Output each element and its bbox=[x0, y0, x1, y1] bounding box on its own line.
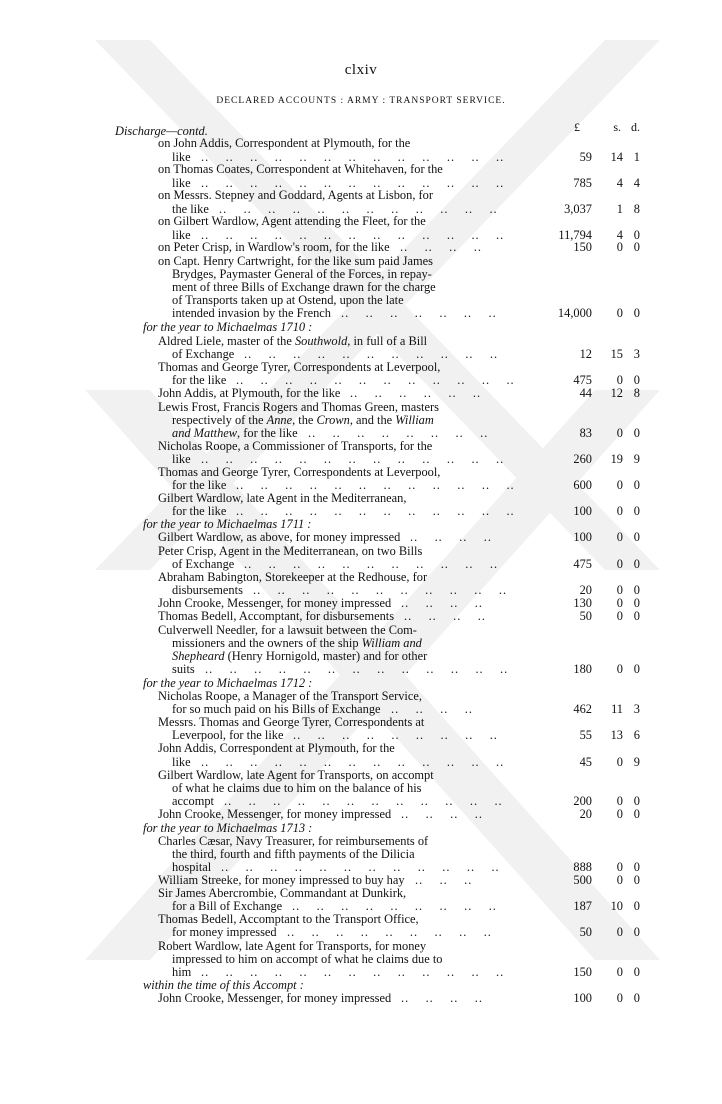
entry-text: John Addis, Correspondent at Plymouth, for the bbox=[158, 741, 395, 755]
shillings-value: 12 bbox=[610, 386, 623, 400]
pounds-value: 100 bbox=[573, 991, 592, 1005]
entry-text: Leverpool, for the like bbox=[172, 728, 284, 742]
entry-text: Thomas Bedell, Accomptant to the Transport Office, bbox=[158, 912, 419, 926]
entry-line bbox=[0, 966, 722, 979]
entry-text: Gilbert Wardlow, late Agent in the Mediterranean, bbox=[158, 491, 407, 505]
pence-value: 0 bbox=[633, 426, 640, 440]
entry-text: Nicholas Roope, a Manager of the Transport Service, bbox=[158, 689, 422, 703]
shillings-value: 0 bbox=[616, 478, 623, 492]
shillings-value: 0 bbox=[616, 925, 623, 939]
entry-text: the like bbox=[172, 202, 209, 216]
leader-dots: .. .. .. .. bbox=[400, 240, 482, 254]
entry-text: John Crooke, Messenger, for money impressed bbox=[158, 991, 392, 1005]
leader-dots: .. .. .. .. .. .. .. .. .. .. .. .. bbox=[236, 504, 515, 518]
entry-text: like bbox=[172, 755, 191, 769]
pounds-value: 500 bbox=[573, 873, 592, 887]
shillings-value: 0 bbox=[616, 426, 623, 440]
entry-text: for the like bbox=[172, 373, 227, 387]
pence-header: d. bbox=[631, 120, 640, 134]
leader-dots: .. .. .. .. .. .. .. .. .. bbox=[287, 925, 492, 939]
leader-dots: .. .. .. .. .. .. .. .. .. .. .. .. bbox=[221, 860, 500, 874]
pence-value: 0 bbox=[633, 228, 640, 242]
entry-line bbox=[0, 387, 722, 400]
entry-text: Thomas Bedell, Accomptant, for disbursements bbox=[158, 609, 395, 623]
entry-text: for so much paid on his Bills of Exchange bbox=[172, 702, 381, 716]
entry-text: of Exchange bbox=[172, 347, 235, 361]
entry-line bbox=[0, 992, 722, 1005]
entry-line bbox=[0, 505, 722, 518]
leader-dots: .. .. .. .. bbox=[404, 609, 486, 623]
pounds-header: £ bbox=[574, 120, 580, 134]
pounds-value: 100 bbox=[573, 530, 592, 544]
pence-value: 1 bbox=[633, 150, 640, 164]
pence-value: 6 bbox=[633, 728, 640, 742]
pence-value: 9 bbox=[633, 452, 640, 466]
pounds-value: 50 bbox=[579, 925, 592, 939]
pence-value: 0 bbox=[633, 794, 640, 808]
shillings-value: 0 bbox=[616, 755, 623, 769]
pounds-value: 150 bbox=[573, 965, 592, 979]
leader-dots: .. .. .. .. .. .. .. .. .. .. .. .. .. bbox=[201, 965, 505, 979]
shillings-value: 0 bbox=[616, 596, 623, 610]
entry-text: Peter Crisp, Agent in the Mediterranean, on two Bills bbox=[158, 544, 423, 558]
page-number: clxiv bbox=[344, 62, 378, 78]
leader-dots: .. .. .. .. bbox=[401, 807, 483, 821]
entry-text: suits bbox=[172, 662, 195, 676]
entry-line bbox=[0, 926, 722, 939]
shillings-value: 0 bbox=[616, 530, 623, 544]
leader-dots: .. .. .. .. .. .. .. .. .. .. .. bbox=[253, 583, 508, 597]
shillings-value: 15 bbox=[610, 347, 623, 361]
entry-text: Abraham Babington, Storekeeper at the Redhouse, for bbox=[158, 570, 428, 584]
entry-text: accompt bbox=[172, 794, 214, 808]
pounds-value: 260 bbox=[573, 452, 592, 466]
entry-text: John Crooke, Messenger, for money impressed bbox=[158, 596, 392, 610]
pounds-value: 83 bbox=[579, 426, 592, 440]
leader-dots: .. .. .. .. .. .. bbox=[350, 386, 482, 400]
shillings-value: 0 bbox=[616, 609, 623, 623]
pounds-value: 20 bbox=[579, 807, 592, 821]
entry-text: on Gilbert Wardlow, Agent attending the Fleet, for the bbox=[158, 214, 426, 228]
pounds-value: 14,000 bbox=[557, 306, 592, 320]
pence-value: 0 bbox=[633, 899, 640, 913]
pence-value: 0 bbox=[633, 240, 640, 254]
entry-text: Aldred Liele, master of the Southwold, in full of a Bill bbox=[158, 334, 428, 348]
leader-dots: .. .. .. .. bbox=[410, 530, 492, 544]
entry-text: within the time of this Accompt : bbox=[143, 978, 304, 992]
entry-text: Discharge—contd. bbox=[115, 124, 208, 138]
shillings-value: 0 bbox=[616, 873, 623, 887]
leader-dots: .. .. .. .. .. .. .. .. .. .. .. bbox=[244, 347, 499, 361]
pence-value: 0 bbox=[633, 860, 640, 874]
section-heading bbox=[0, 321, 722, 334]
entry-text: for the year to Michaelmas 1712 : bbox=[143, 676, 313, 690]
pence-value: 0 bbox=[633, 873, 640, 887]
entry-line bbox=[0, 307, 722, 320]
leader-dots: .. .. .. .. .. .. .. .. .. .. .. .. .. bbox=[201, 228, 505, 242]
entry-text: respectively of the Anne, the Crown, and the William bbox=[172, 413, 434, 427]
pence-value: 0 bbox=[633, 609, 640, 623]
leader-dots: .. .. .. .. .. .. .. .. .. .. .. .. .. bbox=[201, 176, 505, 190]
entry-line bbox=[0, 610, 722, 623]
shillings-value: 19 bbox=[610, 452, 623, 466]
leader-dots: .. .. .. .. bbox=[391, 702, 473, 716]
entry-text: Thomas and George Tyrer, Correspondents at Leverpool, bbox=[158, 465, 441, 479]
leader-dots: .. .. .. .. .. .. .. .. .. .. .. .. .. bbox=[201, 755, 505, 769]
shillings-value: 0 bbox=[616, 965, 623, 979]
pounds-value: 180 bbox=[573, 662, 592, 676]
entry-text: on Messrs. Stepney and Goddard, Agents at Lisbon, for bbox=[158, 188, 433, 202]
pence-value: 3 bbox=[633, 347, 640, 361]
pence-value: 0 bbox=[633, 478, 640, 492]
entry-text: impressed to him on accompt of what he claims due to bbox=[172, 952, 443, 966]
pence-value: 0 bbox=[633, 306, 640, 320]
entry-text: John Crooke, Messenger, for money impressed bbox=[158, 807, 392, 821]
pence-value: 0 bbox=[633, 807, 640, 821]
shillings-value: 10 bbox=[610, 899, 623, 913]
entry-text: on Capt. Henry Cartwright, for the like sum paid James bbox=[158, 254, 433, 268]
pence-value: 0 bbox=[633, 373, 640, 387]
entry-text: and Matthew, for the like bbox=[172, 426, 298, 440]
entry-line bbox=[0, 215, 722, 228]
entry-text: him bbox=[172, 965, 192, 979]
pounds-value: 200 bbox=[573, 794, 592, 808]
entry-text: of Transports taken up at Ostend, upon the late bbox=[172, 293, 404, 307]
shillings-value: 1 bbox=[616, 202, 623, 216]
pence-value: 0 bbox=[633, 530, 640, 544]
entry-text: of Exchange bbox=[172, 557, 235, 571]
entry-line bbox=[0, 808, 722, 821]
pence-value: 0 bbox=[633, 596, 640, 610]
pounds-value: 44 bbox=[579, 386, 592, 400]
pence-value: 0 bbox=[633, 583, 640, 597]
pounds-value: 475 bbox=[573, 373, 592, 387]
entry-line bbox=[0, 137, 722, 150]
running-head: DECLARED ACCOUNTS : ARMY : TRANSPORT SERVICE. bbox=[216, 96, 506, 106]
entry-text: like bbox=[172, 228, 191, 242]
shillings-value: 11 bbox=[611, 702, 623, 716]
shillings-header: s. bbox=[613, 120, 621, 134]
pence-value: 8 bbox=[633, 202, 640, 216]
pounds-value: 462 bbox=[573, 702, 592, 716]
pounds-value: 785 bbox=[573, 176, 592, 190]
pounds-value: 45 bbox=[579, 755, 592, 769]
entry-text: Lewis Frost, Francis Rogers and Thomas Green, masters bbox=[158, 400, 439, 414]
shillings-value: 0 bbox=[616, 240, 623, 254]
entry-text: for money impressed bbox=[172, 925, 277, 939]
entry-text: Sir James Abercrombie, Commandant at Dunkirk, bbox=[158, 886, 407, 900]
entry-text: like bbox=[172, 452, 191, 466]
entry-text: disbursements bbox=[172, 583, 243, 597]
shillings-value: 0 bbox=[616, 583, 623, 597]
entry-line bbox=[0, 663, 722, 676]
entry-text: Brydges, Paymaster General of the Forces, in repay- bbox=[172, 267, 432, 281]
entry-text: Gilbert Wardlow, as above, for money impressed bbox=[158, 530, 401, 544]
entry-text: on Peter Crisp, in Wardlow's room, for the like bbox=[158, 240, 390, 254]
entry-line bbox=[0, 742, 722, 755]
shillings-value: 14 bbox=[610, 150, 623, 164]
entry-text: like bbox=[172, 176, 191, 190]
pounds-value: 475 bbox=[573, 557, 592, 571]
pence-value: 0 bbox=[633, 662, 640, 676]
entry-text: on Thomas Coates, Correspondent at Whitehaven, for the bbox=[158, 162, 443, 176]
shillings-value: 0 bbox=[616, 807, 623, 821]
pence-value: 0 bbox=[633, 557, 640, 571]
shillings-value: 4 bbox=[616, 176, 623, 190]
entry-text: for the year to Michaelmas 1711 : bbox=[143, 517, 312, 531]
pounds-value: 59 bbox=[579, 150, 592, 164]
entry-line bbox=[0, 531, 722, 544]
leader-dots: .. .. .. .. .. .. .. .. .. .. .. .. bbox=[236, 478, 515, 492]
entry-text: William Streeke, for money impressed to buy hay bbox=[158, 873, 405, 887]
entry-text: on John Addis, Correspondent at Plymouth, for the bbox=[158, 136, 411, 150]
pounds-value: 20 bbox=[579, 583, 592, 597]
entry-text: missioners and the owners of the ship William and bbox=[172, 636, 422, 650]
entry-text: for the like bbox=[172, 478, 227, 492]
entry-text: for the like bbox=[172, 504, 227, 518]
leader-dots: .. .. .. .. .. .. .. .. .. bbox=[292, 899, 497, 913]
pounds-value: 50 bbox=[579, 609, 592, 623]
pounds-value: 600 bbox=[573, 478, 592, 492]
leader-dots: .. .. .. .. .. .. .. .. .. .. .. .. .. bbox=[205, 662, 509, 676]
leader-dots: .. .. .. bbox=[415, 873, 473, 887]
entry-text: intended invasion by the French bbox=[172, 306, 331, 320]
leader-dots: .. .. .. .. .. .. .. .. .. .. .. .. bbox=[236, 373, 515, 387]
leader-dots: .. .. .. .. .. .. .. .. bbox=[308, 426, 489, 440]
shillings-value: 0 bbox=[616, 991, 623, 1005]
entry-text: for a Bill of Exchange bbox=[172, 899, 283, 913]
shillings-value: 0 bbox=[616, 557, 623, 571]
entry-text: Shepheard (Henry Hornigold, master) and for other bbox=[172, 649, 428, 663]
pence-value: 9 bbox=[633, 755, 640, 769]
entry-text: Messrs. Thomas and George Tyrer, Correspondents at bbox=[158, 715, 425, 729]
shillings-value: 0 bbox=[616, 794, 623, 808]
pence-value: 0 bbox=[633, 991, 640, 1005]
entry-text: ment of three Bills of Exchange drawn for the charge bbox=[172, 280, 436, 294]
pence-value: 8 bbox=[633, 386, 640, 400]
leader-dots: .. .. .. .. bbox=[401, 596, 483, 610]
shillings-value: 4 bbox=[616, 228, 623, 242]
pounds-value: 100 bbox=[573, 504, 592, 518]
entry-text: of what he claims due to him on the balance of his bbox=[172, 781, 422, 795]
entry-text: the third, fourth and fifth payments of the Dilicia bbox=[172, 847, 415, 861]
pence-value: 0 bbox=[633, 925, 640, 939]
entry-text: like bbox=[172, 150, 191, 164]
leader-dots: .. .. .. .. .. .. .. .. .. .. .. .. .. bbox=[201, 452, 505, 466]
leader-dots: .. .. .. .. .. .. .. .. .. .. .. .. .. bbox=[201, 150, 505, 164]
entry-text: Robert Wardlow, late Agent for Transports, for money bbox=[158, 939, 427, 953]
shillings-value: 0 bbox=[616, 373, 623, 387]
shillings-value: 0 bbox=[616, 860, 623, 874]
leader-dots: .. .. .. .. .. .. .. .. .. .. .. .. bbox=[224, 794, 503, 808]
shillings-value: 13 bbox=[610, 728, 623, 742]
pence-value: 3 bbox=[633, 702, 640, 716]
leader-dots: .. .. .. .. bbox=[401, 991, 483, 1005]
leader-dots: .. .. .. .. .. .. .. .. .. .. .. .. bbox=[219, 202, 498, 216]
pence-value: 4 bbox=[633, 176, 640, 190]
entry-text: Gilbert Wardlow, late Agent for Transports, on accompt bbox=[158, 768, 434, 782]
pounds-value: 130 bbox=[573, 596, 592, 610]
leader-dots: .. .. .. .. .. .. .. bbox=[341, 306, 497, 320]
entry-line bbox=[0, 241, 722, 254]
entry-text: Charles Cæsar, Navy Treasurer, for reimbursements of bbox=[158, 834, 429, 848]
shillings-value: 0 bbox=[616, 662, 623, 676]
entry-text: Nicholas Roope, a Commissioner of Transports, for the bbox=[158, 439, 433, 453]
pounds-value: 11,794 bbox=[558, 228, 592, 242]
pence-value: 0 bbox=[633, 504, 640, 518]
pounds-value: 187 bbox=[573, 899, 592, 913]
entry-line bbox=[0, 163, 722, 176]
shillings-value: 0 bbox=[616, 504, 623, 518]
entry-text: for the year to Michaelmas 1710 : bbox=[143, 320, 313, 334]
pounds-value: 3,037 bbox=[564, 202, 592, 216]
leader-dots: .. .. .. .. .. .. .. .. .. bbox=[293, 728, 498, 742]
leader-dots: .. .. .. .. .. .. .. .. .. .. .. bbox=[244, 557, 499, 571]
entry-text: John Addis, at Plymouth, for the like bbox=[158, 386, 341, 400]
pounds-value: 12 bbox=[579, 347, 592, 361]
entry-line bbox=[0, 189, 722, 202]
pence-value: 0 bbox=[633, 965, 640, 979]
pounds-value: 55 bbox=[579, 728, 592, 742]
shillings-value: 0 bbox=[616, 306, 623, 320]
pounds-value: 150 bbox=[573, 240, 592, 254]
entry-text: Thomas and George Tyrer, Correspondents at Leverpool, bbox=[158, 360, 441, 374]
entry-text: hospital bbox=[172, 860, 212, 874]
pounds-value: 888 bbox=[573, 860, 592, 874]
entry-text: Culverwell Needler, for a lawsuit between the Com- bbox=[158, 623, 417, 637]
entry-text: for the year to Michaelmas 1713 : bbox=[143, 821, 313, 835]
